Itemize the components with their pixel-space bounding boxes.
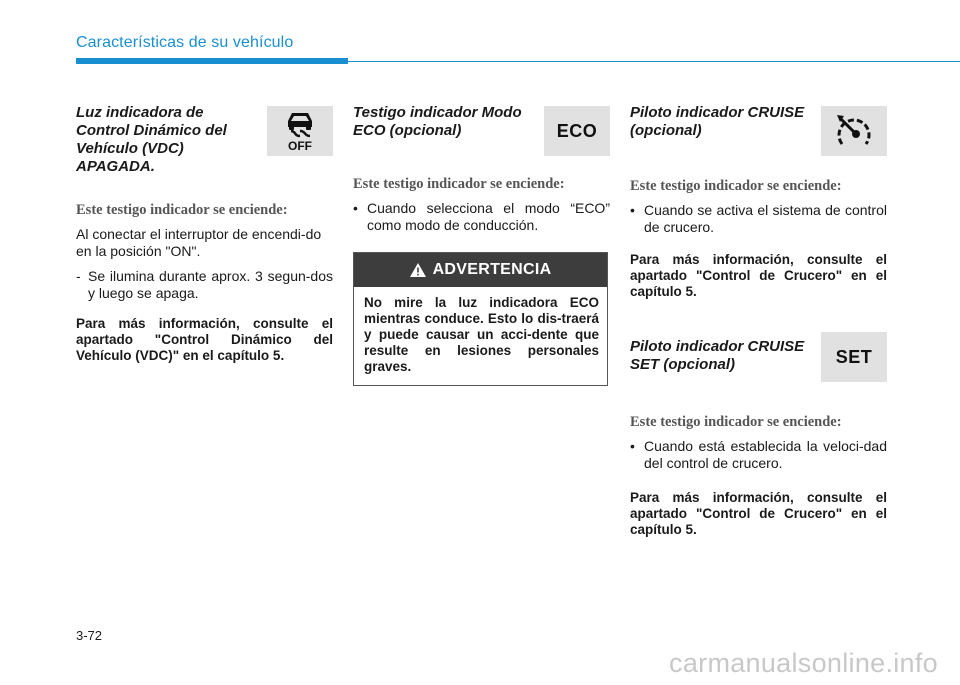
warning-box — [353, 252, 608, 386]
cruise-bullet — [630, 202, 887, 236]
eco-section-head — [353, 104, 610, 176]
eco-subhead: Este testigo indicador se enciende: — [353, 176, 565, 192]
vdc-subhead: Este testigo indicador se enciende: — [76, 202, 288, 218]
cruise-note: Para más información, consulte el apartado "Control de Crucero" en el capítulo 5. — [630, 252, 887, 299]
cruise-set-note: Para más información, consulte el apartado "Control de Crucero" en el capítulo 5. — [630, 490, 887, 537]
bullet-mark: • — [630, 202, 635, 218]
eco-icon — [544, 106, 610, 156]
vdc-note: Para más información, consulte el apartado "Control Dinámico del Vehículo (VDC)" en el capítulo 5. — [76, 316, 333, 363]
warning-triangle-icon — [410, 263, 426, 277]
watermark: carmanualsonline.info — [669, 648, 938, 678]
section-header-title: Características de su vehículo — [76, 34, 294, 51]
cruise-set-subhead: Este testigo indicador se enciende: — [630, 414, 842, 430]
dash-mark: - — [76, 268, 81, 284]
column-eco — [353, 104, 610, 386]
cruise-set-title: Piloto indicador CRUISE SET (opcional) — [630, 338, 805, 373]
vdc-off-label: OFF — [288, 139, 312, 153]
warning-text: No mire la luz indicadora ECO mientras conduce. Esto lo dis-traerá y puede causar un acci-dente que resulte en lesiones personales graves. — [364, 295, 599, 374]
header-accent-bar — [76, 58, 348, 64]
warning-header — [354, 253, 607, 287]
column-cruise — [630, 104, 887, 538]
eco-bullet-text: Cuando selecciona el modo “ECO” como modo de conducción. — [367, 200, 610, 233]
cruise-set-icon-label: SET — [835, 346, 873, 367]
vdc-section-head — [76, 104, 333, 180]
header-rule — [348, 61, 960, 62]
cruise-set-icon — [821, 332, 887, 382]
cruise-subhead: Este testigo indicador se enciende: — [630, 178, 842, 194]
cruise-set-bullet-text: Cuando está establecida la veloci-dad del control de crucero. — [644, 438, 887, 471]
vdc-paragraph: Al conectar el interruptor de encendi-do en la posición "ON". — [76, 226, 322, 259]
cruise-icon — [821, 106, 887, 156]
vdc-off-icon — [267, 106, 333, 156]
cruise-title: Piloto indicador CRUISE (opcional) — [630, 104, 805, 139]
vdc-dash-text: Se ilumina durante aprox. 3 segun-dos y luego se apaga. — [88, 268, 333, 301]
eco-title: Testigo indicador Modo ECO (opcional) — [353, 104, 522, 139]
eco-bullet — [353, 200, 610, 234]
bullet-mark: • — [630, 438, 635, 454]
vdc-title: Luz indicadora de Control Dinámico del Vehículo (VDC) APAGADA. — [76, 104, 227, 175]
page-number: 3-72 — [76, 628, 103, 643]
column-vdc — [76, 104, 333, 364]
eco-icon-label: ECO — [556, 120, 598, 141]
vdc-dash-item — [76, 268, 333, 302]
cruise-section-head — [630, 104, 887, 178]
bullet-mark: • — [353, 200, 358, 216]
warning-title: ADVERTENCIA — [432, 261, 552, 278]
cruise-set-bullet — [630, 438, 887, 472]
cruise-bullet-text: Cuando se activa el sistema de control de crucero. — [644, 202, 887, 235]
cruise-set-section-head — [630, 338, 887, 414]
